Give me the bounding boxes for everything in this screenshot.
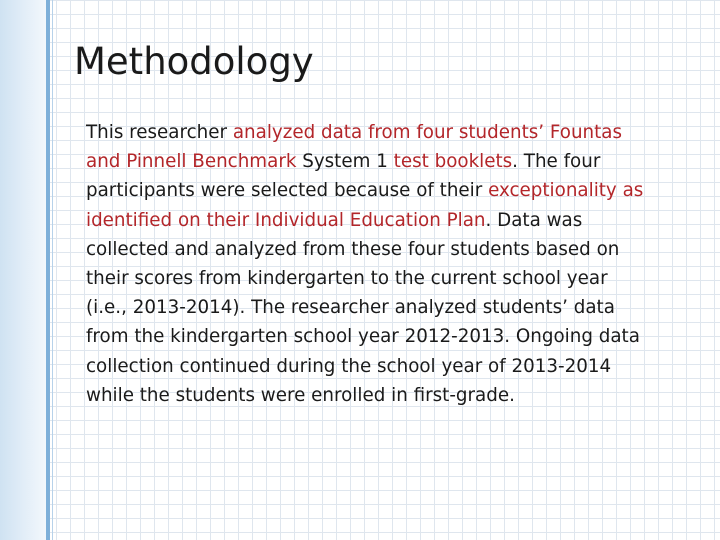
body-segment-highlight: Fountas and Pinnell Benchmark	[86, 122, 623, 173]
slide-left-band	[0, 0, 46, 540]
body-segment: This researcher	[86, 122, 233, 143]
body-segment: System 1	[296, 151, 394, 173]
body-segment-highlight: exceptionality as identified on their Individual Education Plan	[86, 180, 644, 231]
slide-left-stripe	[46, 0, 50, 540]
slide-left-stripe-thin	[52, 0, 53, 540]
body-segment: . The four participants were selected because of their	[86, 151, 601, 202]
body-segment: . Data was collected and analyzed from these four students based on their scores from kindergarten to the current school year (i.e., 2013-2014). The researcher analyzed students’ data from the kindergarten school year 2012-2013. Ongoing data collection continued during the school year of 2013-2014 while the students were enrolled in first-grade.	[86, 209, 640, 406]
slide-body-text	[86, 118, 646, 410]
body-segment-highlight: test booklets	[393, 151, 513, 173]
slide-title: Methodology	[74, 40, 314, 83]
body-segment-highlight: analyzed data from four students’	[232, 122, 545, 143]
